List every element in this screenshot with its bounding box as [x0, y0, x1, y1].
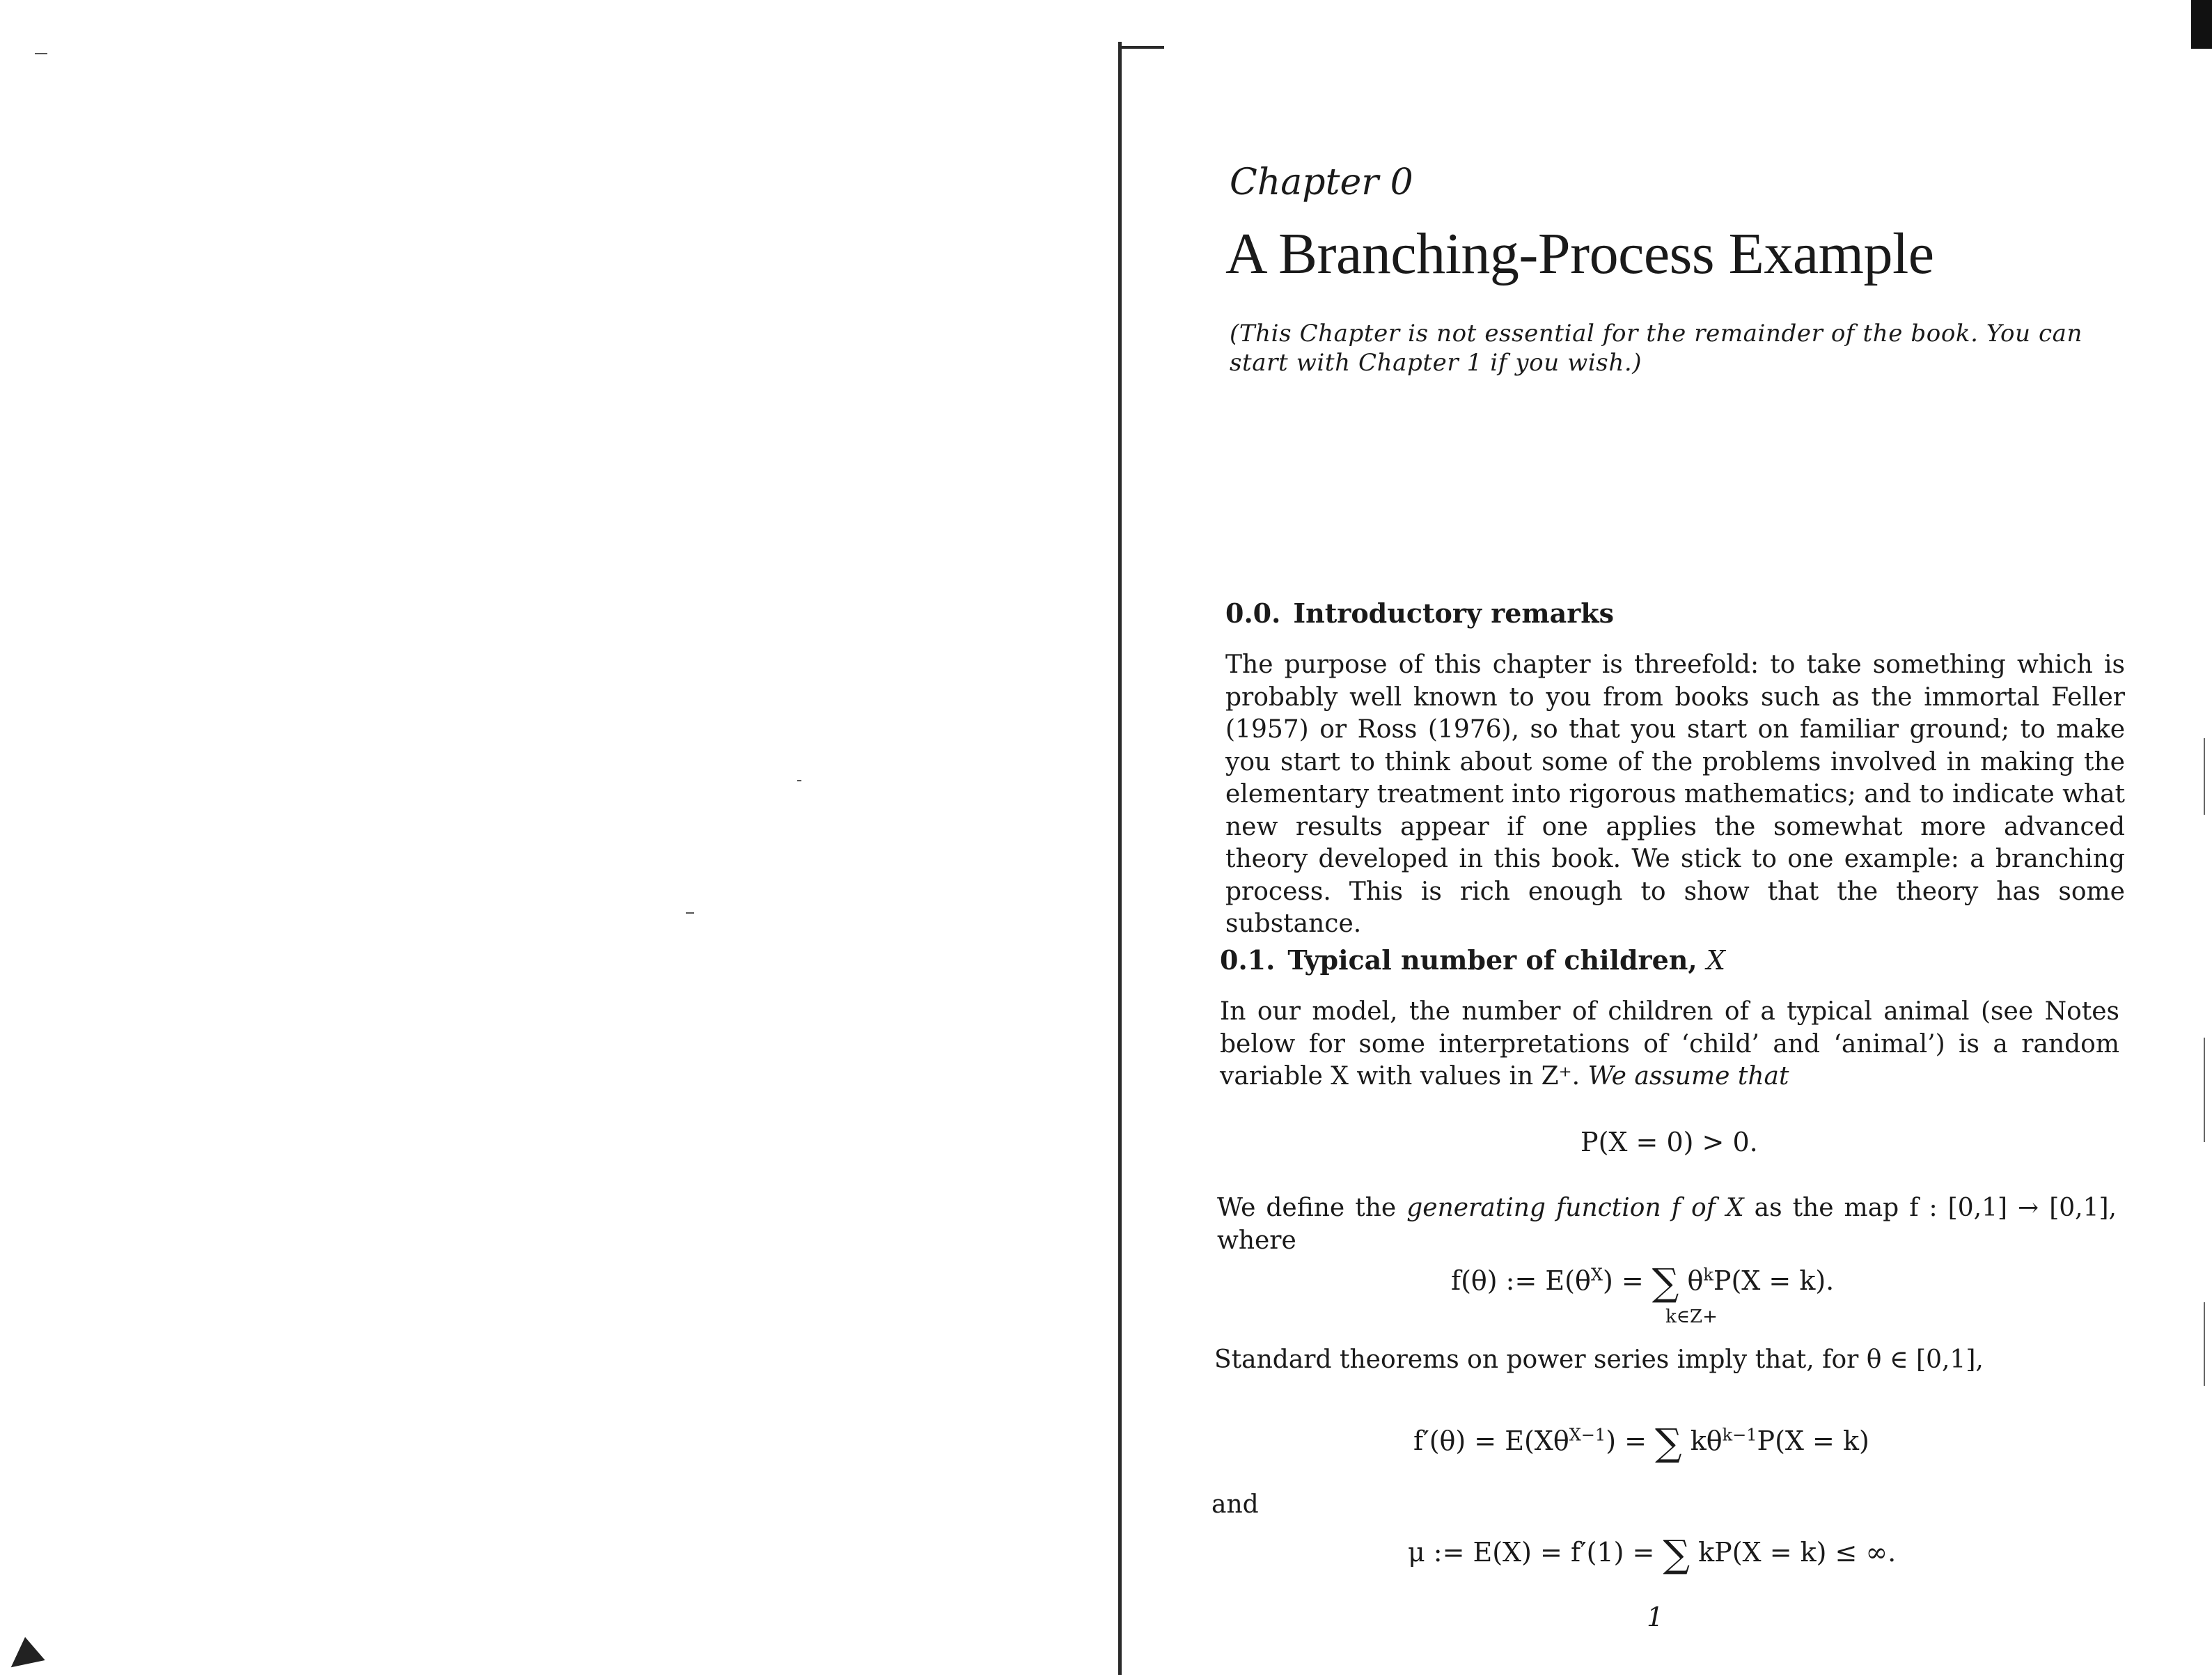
book-spine: [1118, 42, 1122, 1675]
section-number: 0.0.: [1225, 598, 1281, 629]
paragraph-text: In our model, the number of children of a typical animal (see Notes below for some interpretations of ‘child’ and ‘animal’) is a random variable X with values in Z⁺.: [1220, 997, 2119, 1091]
section-01-paragraph-a: [1220, 996, 2119, 1093]
page-number: 1: [1647, 1602, 1664, 1632]
equation-p-x-zero: P(X = 0) > 0.: [1580, 1127, 1758, 1157]
and-word: and: [1211, 1490, 1259, 1519]
section-heading-01: [1220, 944, 1725, 976]
eq-part: θ: [1687, 1265, 1704, 1296]
book-page: [1211, 0, 2131, 1675]
eq-sup: k−1: [1722, 1425, 1757, 1445]
eq-part: kP(X = k) ≤ ∞.: [1698, 1537, 1897, 1568]
chapter-title: A Branching-Process Example: [1225, 221, 1934, 286]
book-spine-cap: [1118, 46, 1164, 49]
paragraph-text: We define the: [1217, 1194, 1397, 1222]
chapter-label: Chapter 0: [1230, 162, 1413, 203]
scan-speck: [686, 912, 694, 914]
eq-part: P(X = k): [1757, 1426, 1869, 1456]
sum-symbol: ∑: [1663, 1532, 1691, 1576]
equation-generating-function: [1451, 1260, 1834, 1304]
section-00-paragraph: The purpose of this chapter is threefold: to take something which is probably well known to you from books such as the immortal Feller (1957) or Ross (1976), so that you start on familiar ground; to make you start to think about some of the problems involved in making the elementary treatment into rigorous mathematics; and to indicate what new results appear if one applies the somewhat more advanced theory developed in this book. We stick to one example: a branching process. This is rich enough to show that the theory has some substance.: [1225, 650, 2125, 938]
scan-speck: [35, 53, 47, 54]
chapter-note: (This Chapter is not essential for the remainder of the book. You can start with Chapter 1 if you wish.): [1230, 320, 2083, 377]
eq-part: kθ: [1690, 1426, 1723, 1456]
paragraph-emphasis: We assume that: [1587, 1062, 1789, 1091]
sum-symbol: ∑: [1655, 1421, 1682, 1465]
section-01-paragraph-b: [1217, 1192, 2117, 1257]
eq-part: ) =: [1602, 1265, 1644, 1296]
sum-symbol: ∑: [1652, 1260, 1679, 1304]
eq-sup: X−1: [1569, 1425, 1606, 1445]
scan-speck: [797, 780, 801, 781]
scan-corner-mark: [2191, 0, 2212, 49]
eq-sup: k: [1703, 1265, 1713, 1285]
eq-part: μ := E(X) = f′(1) =: [1408, 1537, 1655, 1568]
equation-mean: [1408, 1532, 1896, 1576]
section-number: 0.1.: [1220, 944, 1276, 976]
paragraph-emphasis: generating function f of X: [1406, 1194, 1744, 1222]
section-title: Introductory remarks: [1293, 598, 1615, 629]
eq-part: f(θ) := E(θ: [1451, 1265, 1591, 1296]
eq-part: P(X = k).: [1713, 1265, 1835, 1296]
section-01-paragraph-c: Standard theorems on power series imply that, for θ ∈ [0,1],: [1214, 1345, 1984, 1374]
paragraph-text: as the map f : [0,1] → [0,1], where: [1217, 1194, 2117, 1255]
page-edge-line: [2204, 1038, 2205, 1142]
eq-part: f′(θ) = E(Xθ: [1413, 1426, 1569, 1456]
sum-subscript: k∈Z+: [1665, 1306, 1718, 1327]
section-title-variable: X: [1706, 945, 1725, 976]
equation-derivative: [1413, 1421, 1869, 1465]
page-edge-line: [2204, 1302, 2205, 1386]
section-title: Typical number of children,: [1287, 944, 1697, 976]
eq-part: ) =: [1606, 1426, 1647, 1456]
page-fold-mark: [11, 1637, 51, 1679]
page-edge-line: [2204, 738, 2205, 815]
eq-sup: X: [1590, 1265, 1603, 1285]
section-heading-00: [1225, 598, 1614, 629]
